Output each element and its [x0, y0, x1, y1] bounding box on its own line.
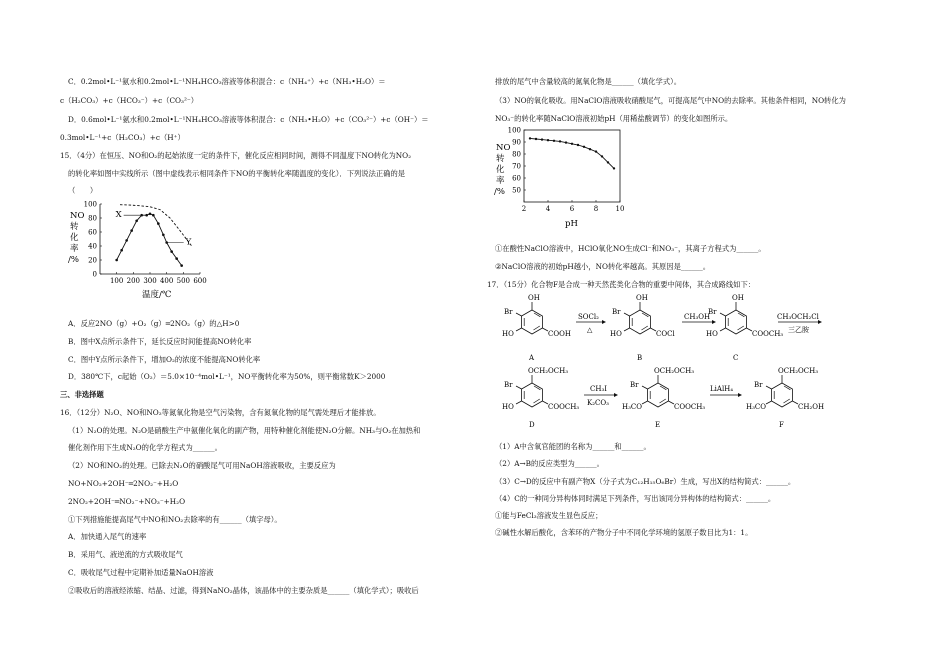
q16-part3-sub1: ①在酸性NaClO溶液中，HClO氧化NO生成Cl⁻和NO₃⁻，其离子方程式为______。 [495, 244, 766, 253]
chart2-x-tick-label: 6 [569, 205, 575, 213]
c-ho-group: HO [706, 330, 718, 338]
q16-equation1: NO+NO₂+2OH⁻═2NO₂⁻+H₂O [68, 479, 179, 488]
synthesis-route-scheme [490, 292, 850, 432]
compound-e [622, 367, 705, 429]
chart1-x-tick-label: 600 [193, 277, 207, 285]
c-br-group: Br [708, 308, 717, 316]
d-och2och3-group: OCH₂OCH₃ [528, 367, 569, 375]
q16-part3-line1: （3）NO的氧化吸收。用NaClO溶液吸收硝酸尾气，可提高尾气中NO的去除率。其他条件相同，NO转化为 [495, 96, 846, 105]
q17-part1: （1）A中含氧官能团的名称为______和______。 [495, 442, 651, 451]
chart2-y-tick-label: 100 [507, 126, 521, 135]
chart2-y-tick-label: 50 [512, 186, 521, 195]
q16-equation2: 2NO₂+2OH⁻═NO₂⁻+NO₃⁻+H₂O [68, 497, 186, 506]
chart1-point [135, 220, 138, 223]
e-cooch3-group: COOCH₃ [674, 403, 706, 411]
f-ch2oh-group: CH₂OH [798, 403, 825, 411]
chart1-y-tick-label: 40 [88, 242, 97, 251]
chart2-ylabel-3: 化 [496, 165, 505, 175]
chart2-ylabel-4: 率 [496, 176, 505, 186]
q16-sub1-option-a: A．加快通入尾气的速率 [68, 532, 147, 541]
b-ho-group: HO [610, 330, 622, 338]
e-h3co-group: H₃CO [622, 403, 643, 411]
chart1-point [115, 259, 118, 262]
label-f: F [779, 421, 784, 429]
chart2-y-tick-label: 80 [512, 150, 521, 159]
chart1-point [162, 234, 165, 237]
chart1-y-tick-label: 80 [88, 214, 97, 223]
compound-f [746, 367, 824, 429]
q16-sub1-option-c: C．吸收尾气过程中定期补加适量NaOH溶液 [68, 568, 214, 577]
chart2-point [535, 138, 537, 140]
compound-d [502, 367, 579, 429]
chart1-y-tick-label: 0 [92, 270, 97, 279]
chart1-point [170, 250, 173, 253]
chart1-x-tick-label: 300 [143, 277, 157, 285]
q14-option-c-line2: c（H₂CO₃）+c（HCO₃⁻）+c（CO₃²⁻） [60, 96, 199, 105]
f-h3co-group: H₃CO [746, 403, 767, 411]
q15-stem-line3: （ ） [68, 186, 98, 195]
chart2-point [541, 138, 543, 140]
a-ho-group: HO [502, 330, 514, 338]
chart1-ylabel-2: 转 [70, 222, 79, 232]
chart2-point [583, 146, 585, 148]
compound-a [502, 294, 571, 362]
chart2-point [613, 167, 615, 169]
section-heading: 三、非选择题 [60, 390, 104, 399]
chart1-x-tick-label: 100 [109, 277, 124, 285]
q16-stem: 16．（12分）N₂O、NO和NO₂等氮氧化物是空气污染物，含有氮氧化物的尾气需处理后才能排放。 [60, 408, 381, 417]
chart2-point [601, 155, 603, 157]
chart2-y-tick-label: 60 [512, 174, 521, 183]
chart1-x-tick-label: 500 [176, 277, 191, 285]
chart2-y-tick-label: 90 [512, 138, 521, 147]
compound-c [706, 294, 783, 362]
reagent-ch3i: CH₃I [590, 385, 608, 393]
chart2-point [577, 144, 579, 146]
chart1-y-tick-label: 20 [88, 256, 97, 265]
q16-sub2: ②吸收后的溶液经浓缩、结晶、过滤，得到NaNO₂晶体，该晶体中的主要杂质是______（填化学式）；吸收后 [68, 586, 419, 595]
chart2-point [607, 161, 609, 163]
chart1-point [152, 214, 155, 217]
q17-part4-cond1: ①能与FeCl₃溶液发生显色反应； [495, 511, 603, 520]
label-d: D [529, 421, 535, 429]
reagent-ch3oh: CH₃OH [684, 313, 711, 321]
arrow-c-to-d [777, 313, 822, 334]
chart1-point [145, 214, 148, 217]
c-cooch3-group: COOCH₃ [752, 330, 784, 338]
q14-option-c-line1: C．0.2mol•L⁻¹氨水和0.2mol•L⁻¹NH₄HCO₃溶液等体积混合：c（NH₄⁺）+c（NH₃•H₂O）＝ [68, 77, 386, 86]
chart2-frame [524, 130, 620, 202]
q17-part2: （2）A→B的反应类型为______。 [495, 459, 604, 468]
q15-option-b: B．图中X点所示条件下，延长反应时间能提高NO转化率 [68, 337, 252, 346]
chart2-xlabel: pH [565, 219, 578, 229]
chart1-point [157, 222, 160, 225]
chart2-ylabel-5: /% [494, 187, 505, 197]
chart1-point [125, 239, 128, 242]
chart2-point [547, 139, 549, 141]
q16-part1-line1: （1）N₂O的处理。N₂O是硝酸生产中氨催化氧化的副产物，用特种催化剂能使N₂O分解。NH₃与O₂在加热和 [68, 426, 421, 435]
reagent-socl2: SOCl₂ [578, 313, 599, 321]
chart1-annotation-x: X [115, 210, 122, 221]
d-br-group: Br [504, 381, 513, 389]
e-och2och3-group: OCH₂OCH₃ [654, 367, 695, 375]
q16-sub1: ①下列措施能提高尾气中NO和NO₂去除率的有______（填字母）。 [68, 515, 282, 524]
chart1-equilibrium-line [120, 205, 192, 246]
reagent-lialh4: LiAlH₄ [710, 385, 734, 393]
d-ho-group: HO [502, 403, 514, 411]
label-a: A [529, 354, 535, 362]
compound-b [610, 294, 675, 362]
q15-option-c: C．图中Y点所示条件下，增加O₂的浓度不能提高NO转化率 [68, 355, 261, 364]
chart1-ylabel-4: 率 [70, 244, 79, 254]
a-cooh-group: COOH [548, 330, 571, 338]
chart2-point [589, 148, 591, 150]
chart2-x-tick-label: 10 [615, 205, 625, 213]
chart1-point [180, 264, 183, 267]
chart1-y-tick-label: 60 [88, 228, 97, 237]
reagent-k2co3: K₂CO₃ [587, 399, 609, 407]
reagent-heat: △ [587, 326, 593, 334]
chart1-x-tick-label: 200 [126, 277, 141, 285]
q16-part3-sub2: ②NaClO溶液的初始pH越小，NO转化率越高。其原因是______。 [495, 262, 711, 271]
q15-option-a: A．反应2NO（g）+O₂（g）═2NO₂（g）的△H>0 [68, 319, 240, 328]
chart1-ylabel-3: 化 [70, 233, 79, 243]
chart1-ylabel-5: /% [68, 255, 79, 265]
q15-stem-line2: 的转化率如图中实线所示（图中虚线表示相同条件下NO的平衡转化率随温度的变化）．下列说法正确的是 [68, 169, 406, 178]
q16-sub1-option-b: B．采用气、液逆流的方式吸收尾气 [68, 550, 183, 559]
chart2-x-tick-label: 8 [593, 205, 599, 213]
d-cooch3-group: COOCH₃ [548, 403, 580, 411]
chart1-point [175, 257, 178, 260]
arrow-d-to-e [584, 385, 618, 407]
chart1-point [120, 249, 123, 252]
chart1-y-tick-label: 100 [83, 200, 97, 209]
label-b: B [637, 354, 643, 362]
label-c: C [733, 354, 739, 362]
chart2-point [559, 140, 561, 142]
f-br-group: Br [754, 381, 763, 389]
chart1-ylabel-1: NO [70, 211, 85, 221]
f-och2och3-group: OCH₂OCH₃ [778, 367, 819, 375]
q17-part4: （4）C的一种同分异构体同时满足下列条件，写出该同分异构体的结构简式：______。 [495, 494, 776, 503]
c-oh-group: OH [732, 294, 744, 302]
arrow-e-to-f [710, 385, 742, 397]
q15-option-d: D．380℃下，c起始（O₂）＝5.0×10⁻⁴mol•L⁻¹，NO平衡转化率为50%，则平衡常数K＞2000 [68, 372, 386, 381]
no-conversion-vs-ph-chart [490, 122, 630, 230]
reagent-triethylamine: 三乙胺 [788, 326, 809, 334]
b-cocl-group: COCl [656, 330, 675, 338]
q14-option-d-line1: D．0.6mol•L⁻¹氨水和0.2mol•L⁻¹NH₄HCO₃溶液等体积混合：c（NH₃•H₂O）+c（CO₃²⁻）+c（OH⁻）＝ [68, 115, 429, 124]
chart2-x-tick-label: 4 [545, 205, 551, 213]
chart2-x-tick-label: 2 [521, 205, 527, 213]
chart2-point [571, 143, 573, 145]
chart1-xlabel: 温度/℃ [142, 290, 172, 300]
q17-stem: 17．（15分）化合物F是合成一种天然茋类化合物的重要中间体，其合成路线如下： [487, 280, 756, 289]
q16-part1-line2: 催化剂作用下生成N₂O的化学方程式为______。 [68, 443, 222, 452]
a-oh-group: OH [528, 294, 540, 302]
label-e: E [655, 421, 661, 429]
q17-part4-cond2: ②碱性水解后酸化，含苯环的产物分子中不同化学环境的氢原子数目比为1：1。 [495, 528, 753, 537]
chart1-point [130, 229, 133, 232]
q17-part3: （3）C→D的反应中有副产物X（分子式为C₁₂H₁₅O₆Br）生成，写出X的结构简式：______。 [495, 477, 796, 486]
b-oh-group: OH [636, 294, 648, 302]
chart2-point [553, 140, 555, 142]
b-br-group: Br [612, 308, 621, 316]
chart2-y-tick-label: 70 [512, 162, 521, 171]
q14-option-d-line2: 0.3mol•L⁻¹+c（H₂CO₃）+c（H⁺） [60, 133, 185, 142]
chart2-point [565, 141, 567, 143]
q15-stem-line1: 15．（4分）在恒压、NO和O₂的起始浓度一定的条件下，催化反应相同时间，测得不同温度下NO转化为NO₂ [60, 151, 412, 160]
chart1-point [149, 213, 152, 216]
arrow-a-to-b [576, 313, 606, 334]
chart1-x-tick-label: 400 [159, 277, 174, 285]
reagent-ch3och2cl: CH₃OCH₂Cl [777, 313, 819, 321]
q16-part3-line2: NO₃⁻的转化率随NaClO溶液初始pH（用稀盐酸调节）的变化如图所示。 [495, 114, 733, 123]
a-br-group: Br [504, 308, 513, 316]
q16-sub2-cont: 排放的尾气中含量较高的氮氧化物是______（填化学式）。 [495, 77, 682, 86]
chart2-point [595, 150, 597, 152]
chart2-point [529, 137, 531, 139]
chart2-ylabel-1: NO [496, 143, 511, 153]
chart2-ylabel-2: 转 [496, 154, 505, 164]
chart1-annotation-y: Y [185, 237, 192, 248]
q16-part2-stem: （2）NO和NO₂的处理。已除去N₂O的硝酸尾气可用NaOH溶液吸收，主要反应为 [68, 461, 336, 470]
e-br-group: Br [630, 381, 639, 389]
no-conversion-vs-temperature-chart [60, 196, 220, 300]
